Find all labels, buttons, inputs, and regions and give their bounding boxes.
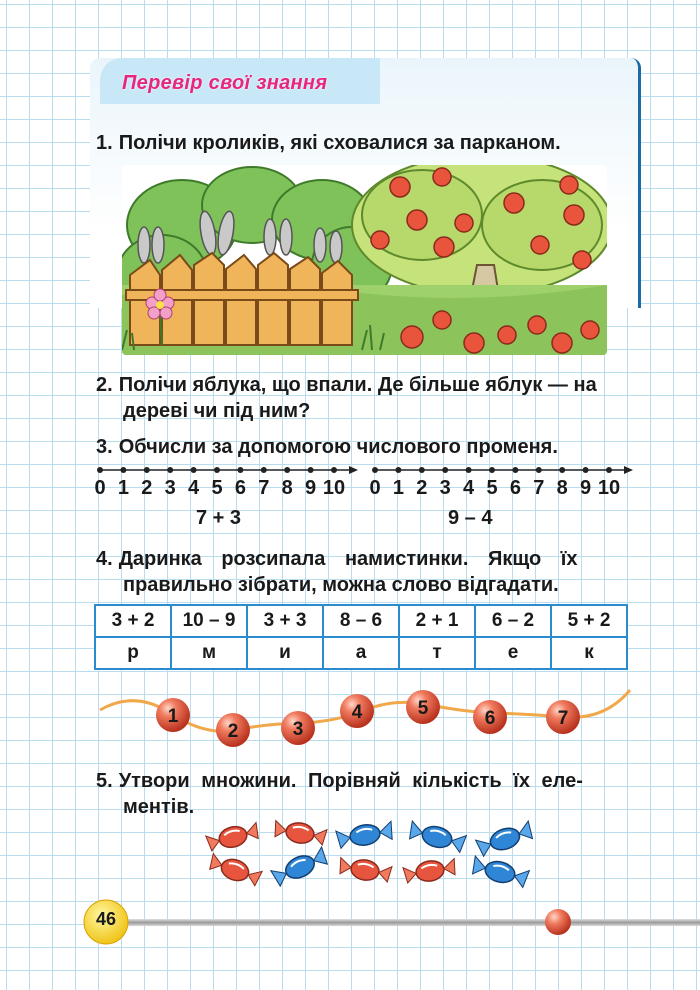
number-line-label: 2 — [416, 477, 428, 499]
task-2-number: 2. — [96, 374, 113, 396]
footer-bead — [545, 909, 571, 935]
number-line-tick — [395, 467, 401, 473]
number-line-tick — [583, 467, 589, 473]
expression-right: 9 – 4 — [448, 507, 493, 529]
bead-label: 5 — [417, 698, 429, 719]
bead-6 — [473, 700, 507, 734]
bead-5 — [406, 690, 440, 724]
number-line-tick — [284, 467, 290, 473]
number-line-label: 7 — [258, 477, 270, 499]
number-line-label: 4 — [463, 477, 475, 499]
bead-2 — [216, 713, 250, 747]
number-line-tick — [442, 467, 448, 473]
expression-cell: 3 + 3 — [247, 605, 323, 637]
beads-string — [95, 685, 635, 755]
number-line-label: 5 — [211, 477, 223, 499]
bead-label: 1 — [167, 706, 179, 727]
expression-cell: 2 + 1 — [399, 605, 475, 637]
number-line-tick — [167, 467, 173, 473]
section-title: Перевір свої знання — [122, 72, 328, 94]
number-line-tick — [191, 467, 197, 473]
task-5 — [96, 768, 583, 794]
number-line-arrow — [624, 466, 633, 474]
number-line-tick — [97, 467, 103, 473]
number-line-tick — [559, 467, 565, 473]
number-line-label: 1 — [117, 477, 129, 499]
number-line-graphics — [90, 462, 650, 478]
number-line-tick — [489, 467, 495, 473]
bead-label: 6 — [484, 708, 496, 729]
expression-cell: 6 – 2 — [475, 605, 551, 637]
bead-label: 3 — [292, 719, 304, 740]
letter-cell: е — [475, 637, 551, 669]
task-2-line-1: Полічи яблука, що впали. Де більше яблук — на — [118, 374, 597, 396]
number-line-tick — [419, 467, 425, 473]
code-table-letters-row — [95, 637, 627, 669]
number-line-tick — [120, 467, 126, 473]
task-5-line-1: Утвори множини. Порівняй кількість їх еле- — [118, 770, 583, 792]
number-line-tick — [372, 467, 378, 473]
rabbits-apple-tree-illustration — [122, 165, 607, 355]
task-1-number: 1. — [96, 132, 113, 154]
candies-illustration — [205, 815, 535, 890]
task-3-number: 3. — [96, 436, 113, 458]
number-line-tick — [512, 467, 518, 473]
bead-label: 7 — [557, 708, 569, 729]
bead-label: 4 — [351, 702, 363, 723]
number-line-label: 2 — [141, 477, 153, 499]
bead-7 — [546, 700, 580, 734]
task-4-line-1: Даринка розсипала намистинки. Якщо їх — [118, 548, 578, 570]
expression-left: 7 + 3 — [196, 507, 242, 529]
bead-3 — [281, 711, 315, 745]
number-line-label: 10 — [322, 477, 346, 499]
number-line-label: 0 — [369, 477, 381, 499]
number-line-tick — [214, 467, 220, 473]
number-line-tick — [261, 467, 267, 473]
task-1-text: Полічи кроликів, які сховалися за парканом. — [118, 132, 561, 154]
number-line-label: 0 — [94, 477, 106, 499]
number-line-label: 7 — [533, 477, 545, 499]
number-line-label: 6 — [509, 477, 521, 499]
number-line-label: 5 — [486, 477, 498, 499]
number-line-label: 1 — [392, 477, 404, 499]
bead-4 — [340, 694, 374, 728]
code-table-expressions-row — [95, 605, 627, 637]
number-line-right — [372, 466, 633, 474]
letter-cell: р — [95, 637, 171, 669]
bead-1 — [156, 698, 190, 732]
task-2-line-2: дереві чи під ним? — [123, 400, 311, 422]
number-line-label: 6 — [234, 477, 246, 499]
task-3 — [96, 434, 558, 460]
number-line-arrow — [349, 466, 358, 474]
expression-cell: 8 – 6 — [323, 605, 399, 637]
task-3-text: Обчисли за допомогою числового променя. — [118, 436, 558, 458]
number-line-label: 9 — [305, 477, 317, 499]
number-line-tick — [237, 467, 243, 473]
number-line-label: 9 — [580, 477, 592, 499]
task-4-line-2: правильно зібрати, можна слово відгадати. — [123, 574, 559, 596]
number-line-tick — [536, 467, 542, 473]
letter-cell: и — [247, 637, 323, 669]
task-1 — [96, 130, 561, 156]
number-line-left — [97, 466, 358, 474]
code-table — [94, 604, 628, 670]
number-line-tick — [466, 467, 472, 473]
number-line-label: 8 — [281, 477, 293, 499]
letter-cell: а — [323, 637, 399, 669]
task-5-number: 5. — [96, 770, 113, 792]
expression-cell: 5 + 2 — [551, 605, 627, 637]
number-line-label: 4 — [188, 477, 200, 499]
number-line-tick — [331, 467, 337, 473]
task-4 — [96, 546, 577, 572]
task-2 — [96, 372, 597, 398]
letter-cell: т — [399, 637, 475, 669]
expression-cell: 3 + 2 — [95, 605, 171, 637]
number-line-label: 8 — [556, 477, 568, 499]
expression-cell: 10 – 9 — [171, 605, 247, 637]
letter-cell: м — [171, 637, 247, 669]
number-line-tick — [606, 467, 612, 473]
page-number: 46 — [95, 909, 117, 929]
task-4-number: 4. — [96, 548, 113, 570]
letter-cell: к — [551, 637, 627, 669]
bead-label: 2 — [227, 721, 239, 742]
task-5-line-2: ментів. — [123, 796, 195, 818]
number-line-tick — [144, 467, 150, 473]
number-line-tick — [308, 467, 314, 473]
number-line-label: 10 — [597, 477, 621, 499]
number-line-label: 3 — [439, 477, 451, 499]
number-line-label: 3 — [164, 477, 176, 499]
